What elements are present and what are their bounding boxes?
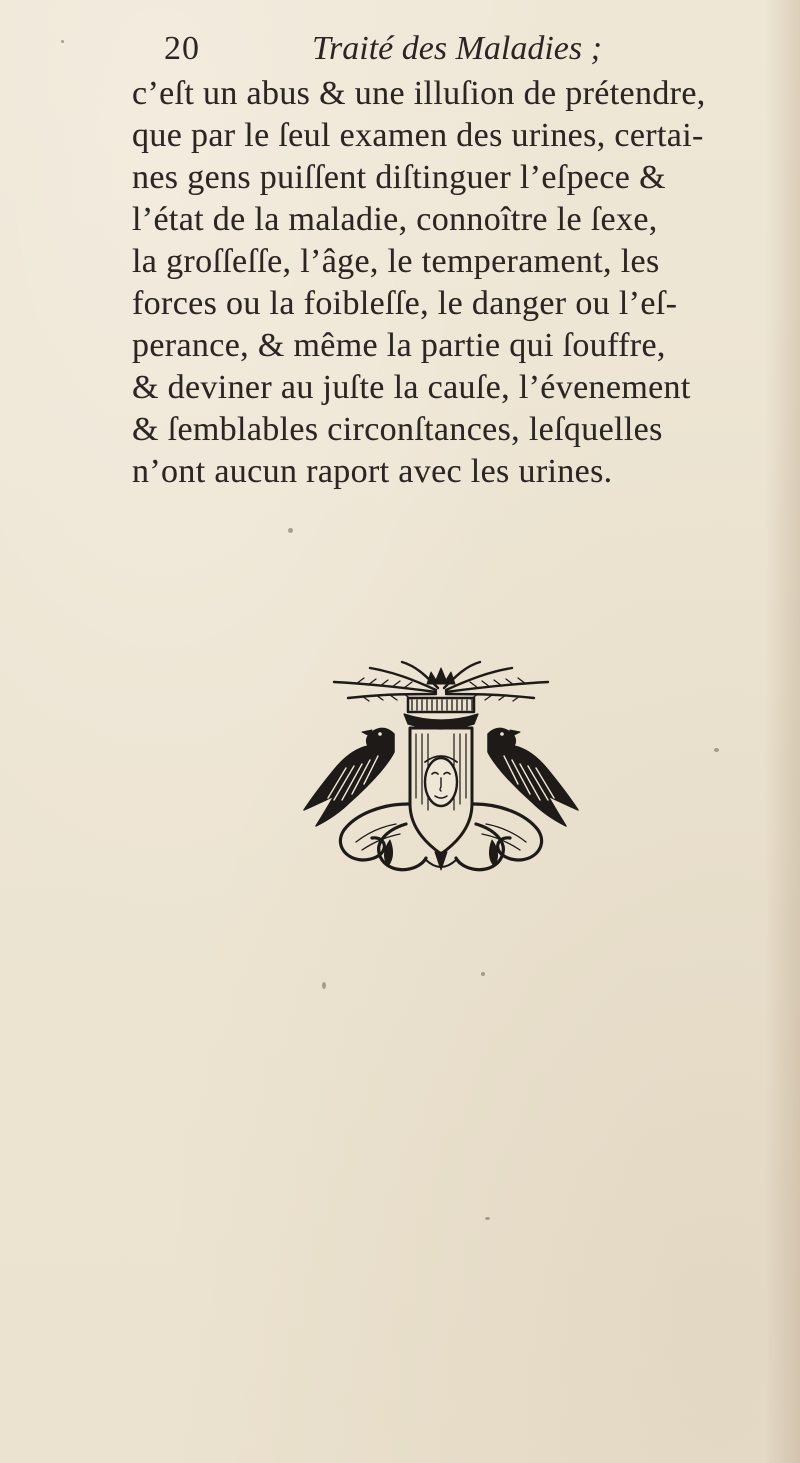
text-line: & ſemblables circonſtances, leſquelles: [132, 411, 663, 448]
text-line: & deviner au juſte la cauſe, l’évenement: [132, 369, 691, 406]
paper-speck: [481, 972, 485, 976]
body-paragraph: [132, 73, 778, 493]
text-line: n’ont aucun raport avec les urines.: [132, 453, 613, 490]
paper-speck: [485, 1217, 490, 1220]
paper-speck: [322, 982, 326, 989]
text-line: l’état de la maladie, connoître le ſexe,: [132, 201, 658, 238]
text-line: la groſſeſſe, l’âge, le temperament, les: [132, 243, 660, 280]
text-line: forces ou la foibleſſe, le danger ou l’eſ-: [132, 285, 678, 322]
text-line: que par le ſeul examen des urines, certai-: [132, 117, 704, 154]
paper-speck: [288, 528, 293, 533]
page-number: 20: [164, 30, 200, 67]
page-header: [164, 30, 764, 75]
running-title: Traité des Maladies ;: [312, 30, 602, 67]
paper-speck: [714, 748, 719, 752]
paper-speck: [61, 40, 64, 43]
text-line: nes gens puiſſent diſtinguer l’eſpece &: [132, 159, 666, 196]
text-line: perance, & même la partie qui ſouffre,: [132, 327, 666, 364]
eagle-crest-fleuron-icon: [286, 654, 596, 882]
text-line: c’eſt un abus & une illuſion de prétendre,: [132, 75, 706, 112]
